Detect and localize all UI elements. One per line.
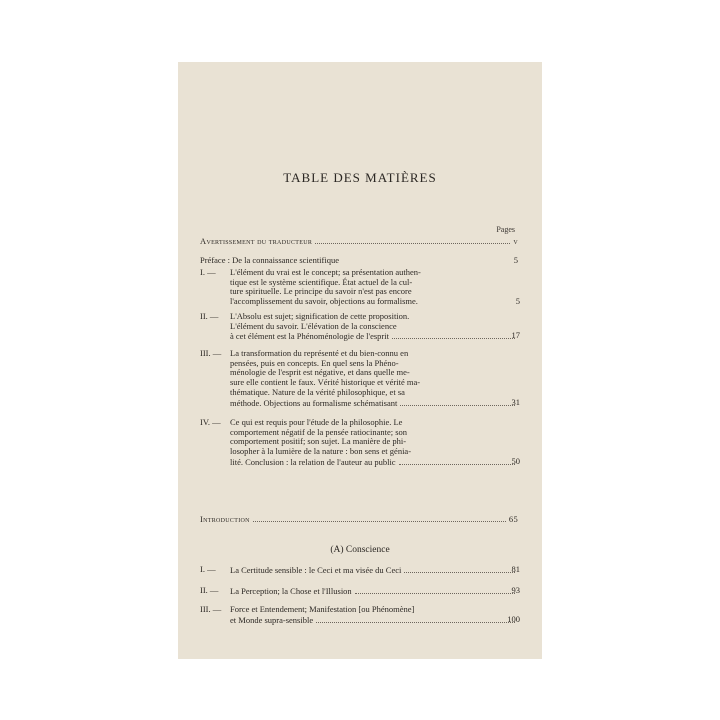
section-number: II. —	[200, 585, 219, 595]
section-line: ture spirituelle. Le principe du savoir n'est pas encore	[230, 286, 412, 297]
section-line: comportement positif; son sujet. La manière de phi-	[230, 436, 407, 447]
section-line: L'élément du savoir. L'élévation de la conscience	[230, 320, 397, 331]
toc-entry-page: v	[513, 236, 518, 246]
section-line: thématique. Nature de la vérité philosophique, et sa	[230, 386, 405, 397]
toc-entry-avertissement	[200, 236, 518, 246]
section-line: tique est le système scientifique. État actuel de la cul-	[230, 276, 413, 287]
toc-conscience-2	[200, 586, 518, 597]
book-page	[178, 62, 542, 659]
toc-entry-page: 65	[508, 514, 518, 524]
section-page: 81	[511, 564, 520, 574]
leader-dots	[404, 565, 515, 573]
toc-section-4	[200, 418, 518, 468]
toc-entry-page: 5	[513, 255, 518, 265]
section-line: méthode. Objections au formalisme schématisant	[230, 397, 398, 408]
toc-section-1	[200, 268, 518, 307]
leader-dots	[315, 236, 510, 244]
section-line: La Certitude sensible : le Ceci et ma visée du Ceci	[230, 565, 402, 575]
toc-entry-preface	[200, 255, 518, 265]
toc-section-3	[200, 349, 518, 408]
leader-dots	[316, 615, 515, 623]
section-number: III. —	[200, 348, 222, 358]
section-page: 50	[511, 455, 520, 466]
section-line: l'accomplissement du savoir, objections au formalisme.	[230, 296, 418, 307]
leader-dots	[400, 398, 515, 406]
section-line: L'Absolu est sujet; signification de cette proposition.	[230, 311, 410, 321]
toc-entry-label: Avertissement du traducteur	[200, 236, 313, 246]
section-heading: (A) Conscience	[330, 545, 390, 555]
section-page: 17	[511, 330, 520, 341]
section-number: IV. —	[200, 417, 221, 427]
section-line: lité. Conclusion : la relation de l'auteur au public	[230, 456, 396, 467]
toc-section-2	[200, 312, 518, 342]
toc-entry-introduction	[200, 514, 518, 524]
section-line: à cet élément est la Phénoménologie de l'esprit	[230, 331, 389, 342]
leader-space	[342, 256, 511, 263]
section-number: II. —	[200, 311, 219, 321]
section-line: Force et Entendement; Manifestation [ou Phénomène]	[230, 604, 415, 614]
leader-dots	[399, 457, 515, 465]
section-line: comportement négatif de la pensée ratiocinante; son	[230, 426, 408, 437]
toc-conscience-1	[200, 565, 518, 576]
section-line: sure elle contient le faux. Vérité historique et vérité ma-	[230, 377, 421, 388]
section-line: ménologie de l'esprit est négative, et dans quelle me-	[230, 367, 410, 378]
section-number: I. —	[200, 267, 216, 277]
toc-entry-label: Préface : De la connaissance scientifique	[200, 255, 340, 265]
leader-dots	[253, 514, 506, 522]
section-number: I. —	[200, 564, 216, 574]
section-line: et Monde supra-sensible	[230, 614, 314, 625]
section-line: pensées, puis en concepts. En quel sens la Phéno-	[230, 357, 399, 368]
leader-dots	[392, 331, 515, 339]
section-line: La transformation du représenté et du bien-connu en	[230, 348, 409, 358]
toc-entry-label: Introduction	[200, 514, 250, 524]
section-line: La Perception; la Chose et l'Illusion	[230, 586, 352, 596]
section-page: 93	[511, 585, 520, 595]
toc-conscience-3	[200, 605, 518, 625]
leader-dots	[355, 586, 515, 594]
section-page: 5	[515, 296, 520, 307]
section-line: Ce qui est requis pour l'étude de la philosophie. Le	[230, 417, 403, 427]
page-title: TABLE DES MATIÈRES	[283, 170, 437, 185]
section-page: 100	[507, 613, 520, 624]
section-page: 31	[511, 396, 520, 407]
section-line: losopher à la lumière de la nature : bon sens et génia-	[230, 446, 412, 457]
pages-column-label: Pages	[496, 225, 515, 234]
section-number: III. —	[200, 604, 222, 614]
section-line: L'élément du vrai est le concept; sa présentation authen-	[230, 267, 421, 277]
